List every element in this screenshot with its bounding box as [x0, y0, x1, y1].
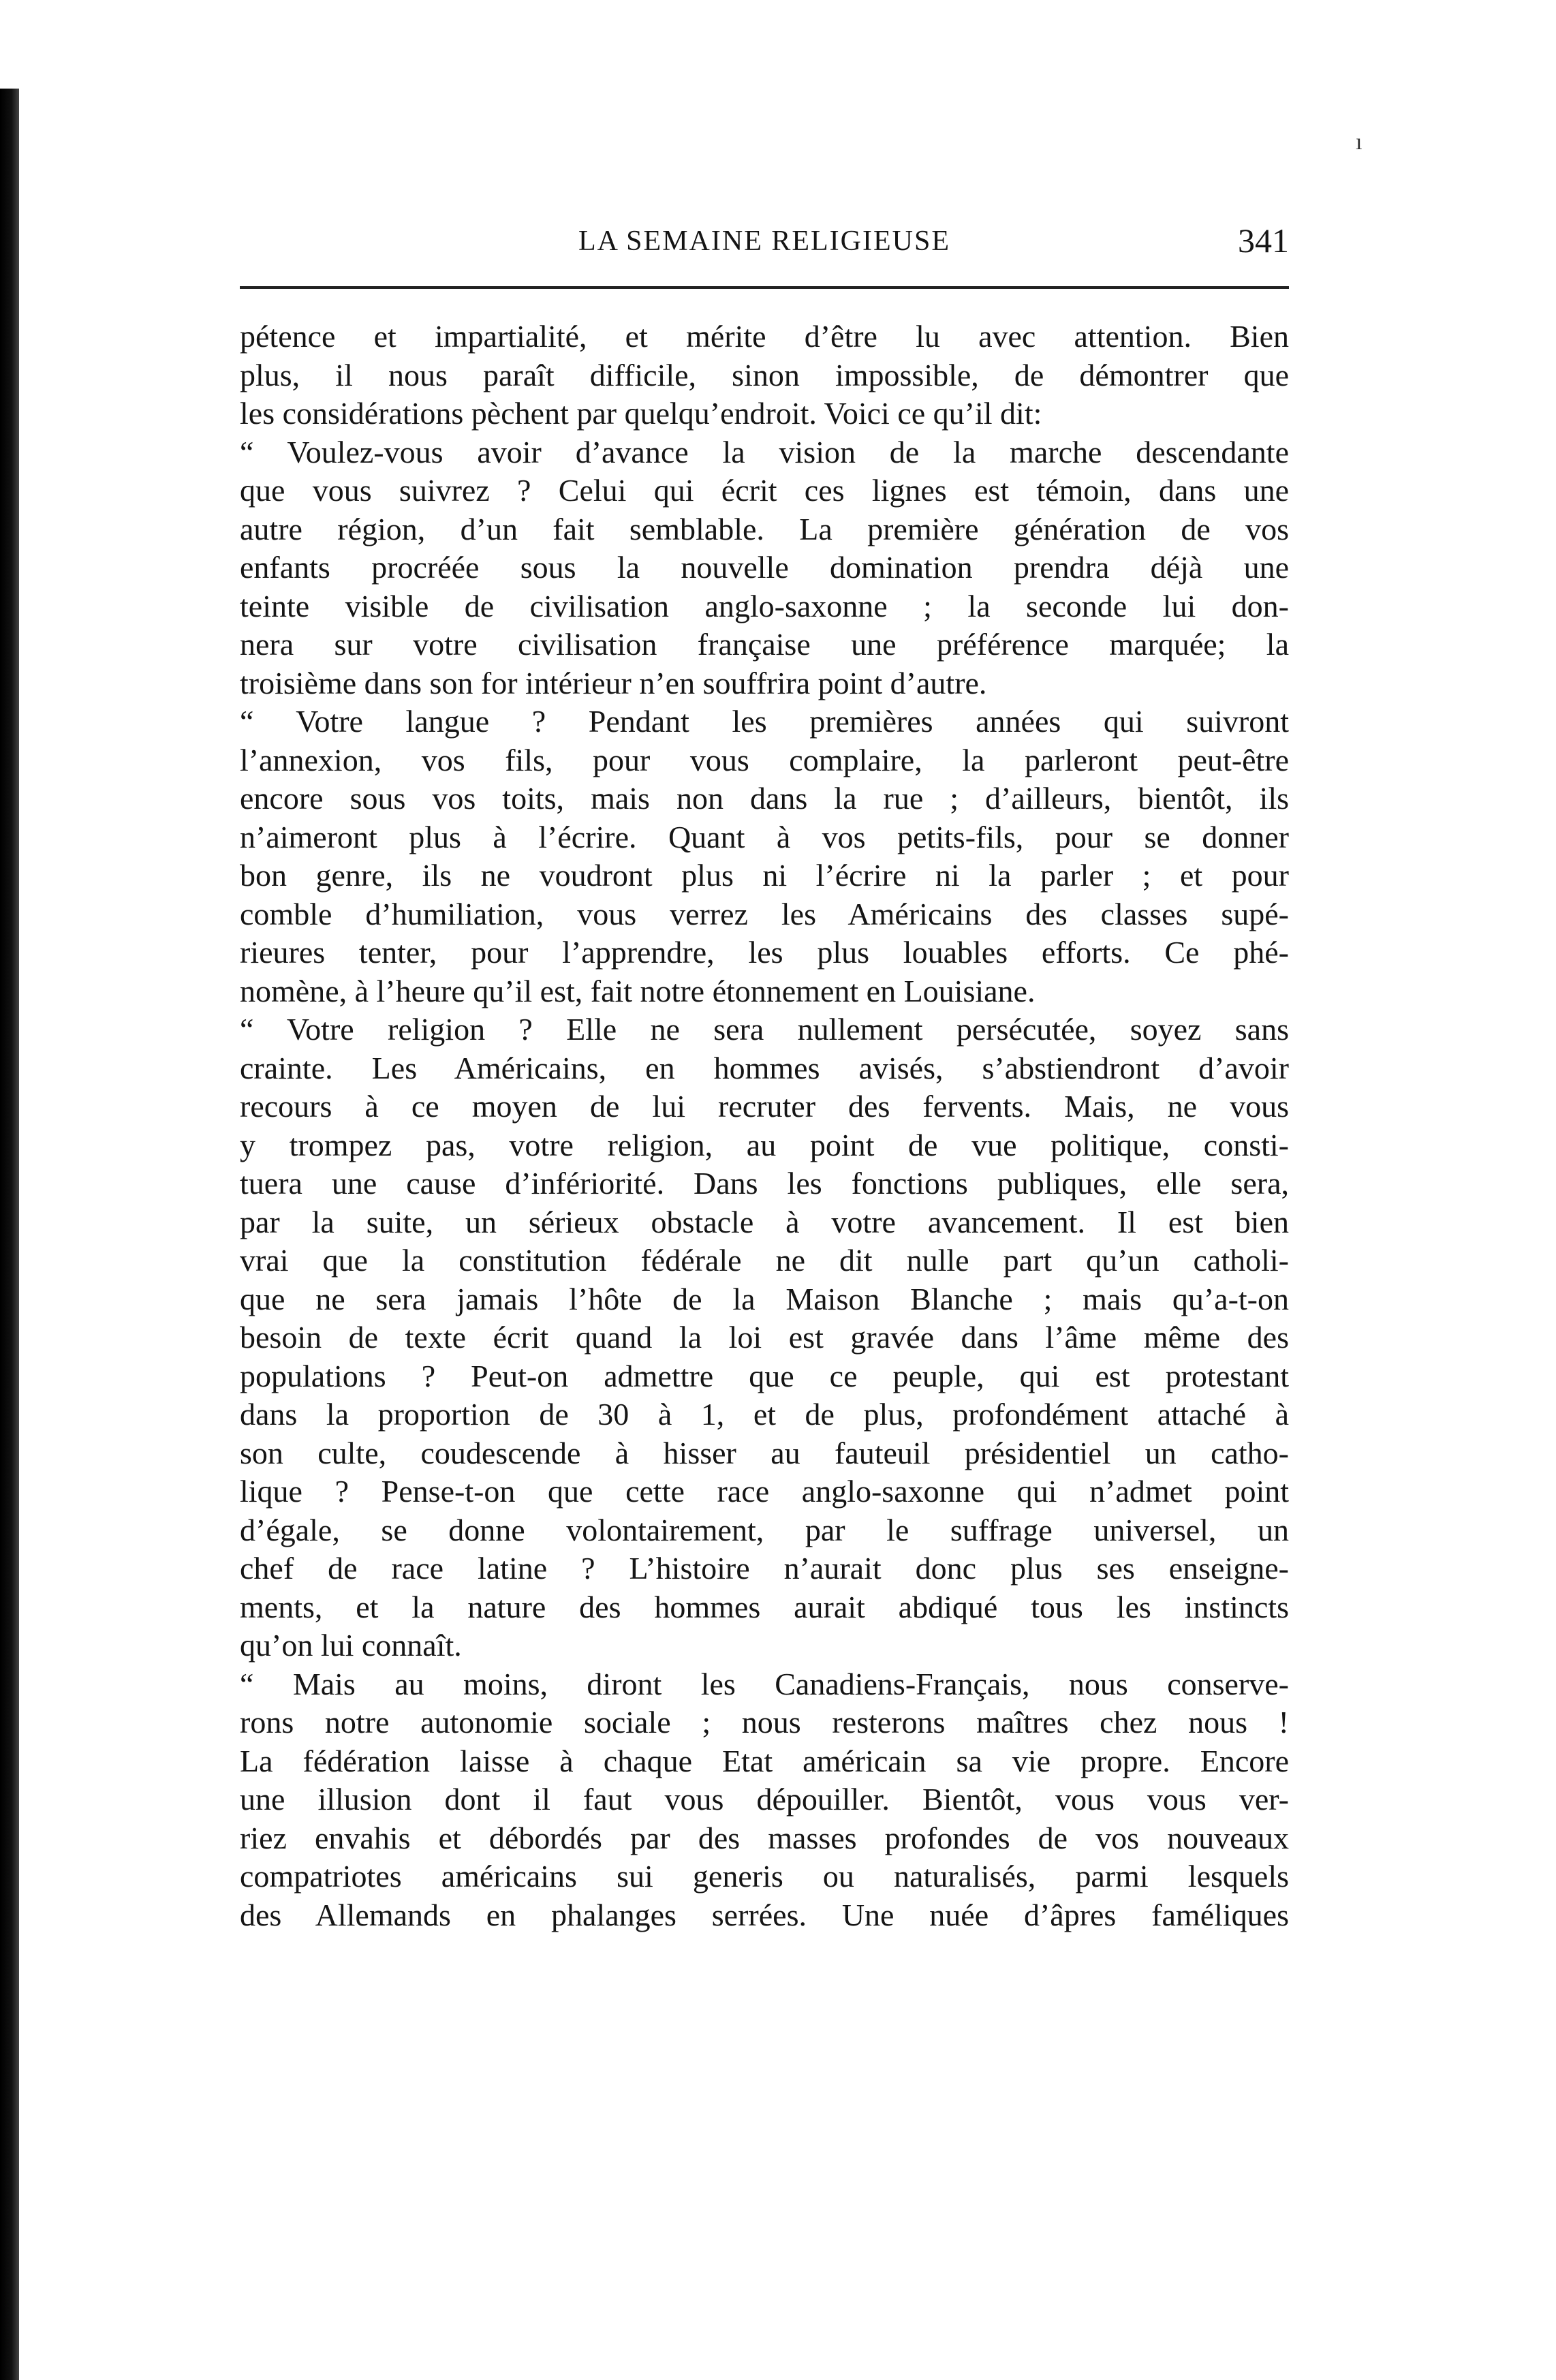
header-rule	[240, 286, 1289, 289]
text-line: “ Voulez-vous avoir d’avance la vision de la marche descendante	[240, 434, 1289, 469]
text-line: plus, il nous paraît difficile, sinon impossible, de démontrer que	[240, 357, 1289, 392]
text-line: populations ? Peut-on admettre que ce peuple, qui est protestant	[240, 1358, 1289, 1393]
text-line: y trompez pas, votre religion, au point de vue politique, consti-	[240, 1127, 1289, 1162]
page-scan-edge	[0, 89, 19, 2380]
text-line: “ Votre religion ? Elle ne sera nullement persécutée, soyez sans	[240, 1012, 1289, 1047]
text-line: La fédération laisse à chaque Etat américain sa vie propre. Encore	[240, 1743, 1289, 1778]
text-line: teinte visible de civilisation anglo-saxonne ; la seconde lui don-	[240, 588, 1289, 623]
text-line: troisième dans son for intérieur n’en souffrira point d’autre.	[240, 665, 987, 700]
text-line: comble d’humiliation, vous verrez les Américains des classes supé-	[240, 896, 1289, 931]
text-line: n’aimeront plus à l’écrire. Quant à vos petits-fils, pour se donner	[240, 819, 1289, 854]
text-line: chef de race latine ? L’histoire n’aurait donc plus ses enseigne-	[240, 1551, 1289, 1586]
text-line: qu’on lui connaît.	[240, 1628, 462, 1663]
text-line: compatriotes américains sui generis ou naturalisés, parmi lesquels	[240, 1859, 1289, 1894]
text-line: vrai que la constitution fédérale ne dit nulle part qu’un catholi-	[240, 1243, 1289, 1278]
text-line: besoin de texte écrit quand la loi est gravée dans l’âme même des	[240, 1320, 1289, 1355]
text-line: l’annexion, vos fils, pour vous complaire, la parleront peut-être	[240, 742, 1289, 777]
text-line: bon genre, ils ne voudront plus ni l’écrire ni la parler ; et pour	[240, 858, 1289, 893]
text-line: crainte. Les Américains, en hommes avisés, s’abstiendront d’avoir	[240, 1050, 1289, 1085]
text-line: nomène, à l’heure qu’il est, fait notre étonnement en Louisiane.	[240, 973, 1036, 1008]
text-line: nera sur votre civilisation française une préférence marquée; la	[240, 627, 1289, 662]
page-number: 341	[1238, 221, 1289, 260]
text-line: par la suite, un sérieux obstacle à votre avancement. Il est bien	[240, 1204, 1289, 1239]
running-title: LA SEMAINE RELIGIEUSE	[578, 226, 950, 257]
text-line: des Allemands en phalanges serrées. Une nuée d’âpres faméliques	[240, 1897, 1289, 1932]
text-line: les considérations pèchent par quelqu’endroit. Voici ce qu’il dit:	[240, 396, 1042, 431]
text-line: enfants procréée sous la nouvelle domination prendra déjà une	[240, 550, 1289, 585]
text-line: que ne sera jamais l’hôte de la Maison Blanche ; mais qu’a-t-on	[240, 1281, 1289, 1316]
text-line: autre région, d’un fait semblable. La première génération de vos	[240, 511, 1289, 546]
text-line: pétence et impartialité, et mérite d’être lu avec attention. Bien	[240, 319, 1289, 354]
text-line: son culte, coudescende à hisser au fauteuil présidentiel un catho-	[240, 1435, 1289, 1470]
text-line: une illusion dont il faut vous dépouiller. Bientôt, vous vous ver-	[240, 1782, 1289, 1817]
page-header	[240, 221, 1289, 286]
text-line: riez envahis et débordés par des masses profondes de vos nouveaux	[240, 1820, 1289, 1855]
text-line: que vous suivrez ? Celui qui écrit ces lignes est témoin, dans une	[240, 473, 1289, 508]
text-line: encore sous vos toits, mais non dans la rue ; d’ailleurs, bientôt, ils	[240, 781, 1289, 816]
text-line: rieures tenter, pour l’apprendre, les plus louables efforts. Ce phé-	[240, 935, 1289, 970]
body-text	[240, 318, 1289, 1934]
text-line: “ Mais au moins, diront les Canadiens-Français, nous conserve-	[240, 1666, 1289, 1701]
text-line: d’égale, se donne volontairement, par le suffrage universel, un	[240, 1512, 1289, 1547]
text-line: tuera une cause d’infériorité. Dans les fonctions publiques, elle sera,	[240, 1166, 1289, 1201]
text-line: lique ? Pense-t-on que cette race anglo-saxonne qui n’admet point	[240, 1474, 1289, 1509]
text-line: “ Votre langue ? Pendant les premières années qui suivront	[240, 704, 1289, 739]
text-line: rons notre autonomie sociale ; nous resterons maîtres chez nous !	[240, 1705, 1289, 1740]
text-line: dans la proportion de 30 à 1, et de plus, profondément attaché à	[240, 1397, 1289, 1432]
text-line: recours à ce moyen de lui recruter des fervents. Mais, ne vous	[240, 1089, 1289, 1124]
text-line: ments, et la nature des hommes aurait abdiqué tous les instincts	[240, 1589, 1289, 1624]
margin-mark: ı	[1356, 129, 1363, 155]
